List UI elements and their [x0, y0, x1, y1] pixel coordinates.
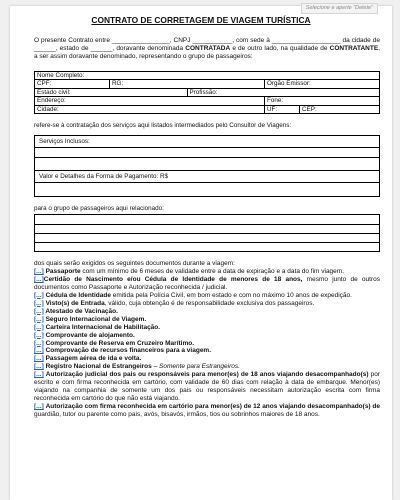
documents-intro: dos quais serão exigidos os seguintes documentos durante a viagem: [34, 260, 235, 267]
list-item [34, 355, 380, 363]
passenger-line[interactable] [35, 243, 379, 252]
item-label: Registro Nacional de Estrangeiros [45, 363, 152, 371]
intro-text-5: , estado de [55, 45, 89, 53]
passenger-form [34, 71, 380, 114]
item-text: emitida pela Polícia Civil, em bom estado e com no máximo 10 anos de expedição. [112, 291, 352, 299]
passenger-line[interactable] [35, 234, 379, 243]
intro-text-2: , CNPJ [169, 37, 191, 44]
blank-state[interactable]: ______ [90, 45, 113, 53]
list-item [34, 363, 380, 371]
item-label: Comprovante de Reserva em Cruzeiro Marítimo. [45, 339, 195, 347]
checkbox-identity[interactable]: [...] [34, 291, 44, 299]
payment-line[interactable] [35, 183, 379, 196]
checkbox-insurance[interactable]: [...] [34, 315, 44, 323]
full-name-field[interactable]: Nome Completo: [35, 72, 380, 80]
checkbox-ticket[interactable]: [...] [34, 355, 44, 363]
intro-paragraph [34, 37, 380, 62]
item-label: Visto(s) de Entrada [45, 299, 105, 307]
rg-field[interactable]: RG: [110, 80, 265, 88]
blank-city[interactable]: ______ [34, 45, 56, 53]
item-label: Carteira Internacional de Habilitação. [45, 323, 161, 331]
issuer-field[interactable]: Orgão Emissor: [265, 80, 380, 88]
checkbox-passport[interactable]: [...] [34, 267, 44, 275]
passenger-line[interactable] [35, 225, 379, 234]
services-line[interactable] [35, 148, 379, 158]
checkbox-vaccination[interactable]: [...] [34, 307, 44, 315]
intro-text-6: , doravante denominada [112, 45, 184, 53]
item-label: Autorização judicial dos pais ou responsáveis para menor(es) de 18 anos viajando desacompanhado(s) [45, 371, 369, 379]
profession-field[interactable]: Profissão: [187, 88, 380, 96]
blank-cnpj[interactable]: ___________ [192, 37, 233, 44]
intro-text-8: , a ser assim doravante denominado, representando o grupo de passageiros: [34, 45, 380, 61]
list-item [34, 308, 380, 316]
passengers-box [34, 214, 380, 252]
intro-text-4: da cidade de [342, 37, 380, 44]
list-item [34, 347, 380, 355]
item-label: Passagem aérea de ida e volta. [45, 355, 142, 363]
checkbox-visa[interactable]: [...] [34, 299, 44, 307]
item-label: Cédula de Identidade [45, 291, 111, 299]
checkbox-driving-license[interactable]: [...] [34, 323, 44, 331]
item-label: Seguro Internacional de Viagem. [45, 315, 147, 323]
list-item [34, 324, 380, 332]
list-item [34, 340, 380, 348]
list-item [34, 403, 380, 419]
item-label: Autorização com firma reconhecida em cartório para menor(es) de 12 anos viajando desacompanhado(s) de [45, 403, 381, 411]
item-label: Atestado de Vacinação. [45, 307, 118, 315]
contratada-label: CONTRATADA [185, 45, 231, 53]
item-text: com um mínimo de 6 meses de validade entre a data de expiração e a data do fim viagem. [82, 267, 345, 275]
list-item [34, 300, 380, 308]
list-item [34, 276, 380, 292]
list-item [34, 371, 380, 403]
item-label: Passaporte [45, 267, 81, 275]
contratante-label: CONTRATANTE [329, 45, 379, 53]
documents-list [34, 260, 380, 419]
phone-field[interactable]: Fone: [265, 97, 380, 105]
document-page [10, 6, 392, 500]
group-text: para o grupo de passageiros aqui relacionado: [34, 205, 164, 212]
checkbox-cruise[interactable]: [...] [34, 339, 44, 347]
referral-text: refere-se à contratação dos serviços aqui listados intermediados pelo Consultor de Viagens: [34, 122, 292, 129]
list-item [34, 268, 380, 276]
checkbox-funds[interactable]: [...] [34, 347, 44, 355]
item-note: – Somente para Estrangeiros. [153, 363, 240, 371]
checkbox-foreigners-registry[interactable]: [...] [34, 363, 44, 371]
item-text: mesmo junto de outros documentos como Passaporte e Autorização reconhecida / judicial. [34, 275, 380, 291]
checkbox-judicial-authorization[interactable]: [...] [34, 371, 44, 379]
intro-text-7: e de outro lado, na qualidade de [232, 45, 328, 53]
cpf-field[interactable]: CPF: [35, 80, 110, 88]
list-item [34, 316, 380, 324]
item-text: por escrito e com firma reconhecida em cartório, com validade de 60 dias com relação à data de embarque. Menor(es) viajando na companhia de somente um dos pais ou responsáveis necessitam autorização escrita com firma reconhecida em cartório do que não está viajando. [34, 371, 381, 403]
city-field[interactable]: Cidade: [35, 105, 265, 113]
checkbox-birth-certificate[interactable]: [...] [34, 275, 44, 283]
delete-hint: Selecione e aperte "Delete" [301, 3, 378, 14]
blank-address[interactable]: ___________________ [271, 37, 341, 44]
intro-text-3: , com sede à [232, 37, 270, 44]
checkbox-notarized-authorization[interactable]: [...] [34, 403, 44, 411]
checkbox-lodging[interactable]: [...] [34, 331, 44, 339]
blank-company[interactable]: ________________ [111, 37, 170, 44]
list-item [34, 292, 380, 300]
item-text: , válido, cuja obtenção é de responsabilidade exclusiva dos passageiros. [104, 299, 315, 307]
services-line[interactable] [35, 158, 379, 171]
item-text: guardião, tutor ou parente como pais, avós, bisavós, irmãos, tios ou sobrinhos maiores de 18 anos. [34, 411, 320, 419]
services-box [34, 135, 380, 197]
intro-text-1: O presente Contrato entre [34, 37, 110, 44]
item-label: Comprovação de recursos financeiros para a viagem. [45, 347, 212, 355]
contract-title: CONTRATO DE CORRETAGEM DE VIAGEM TURÍSTICA [91, 15, 311, 25]
payment-label[interactable]: Valor e Detalhes da Forma de Pagamento: R$ [35, 171, 379, 183]
services-label[interactable]: Serviços Inclusos: [35, 136, 379, 148]
address-field[interactable]: Endereço: [35, 97, 265, 105]
marital-status-field[interactable]: Estado civil: [35, 88, 188, 96]
item-label: Certidão de Nascimento e/ou Cédula de Identidade de menores de 18 anos, [43, 275, 303, 283]
passenger-line[interactable] [35, 215, 379, 225]
list-item [34, 332, 380, 340]
cep-field[interactable]: CEP: [300, 105, 380, 113]
item-label: Comprovante de alojamento. [45, 331, 135, 339]
uf-field[interactable]: UF: [265, 105, 300, 113]
